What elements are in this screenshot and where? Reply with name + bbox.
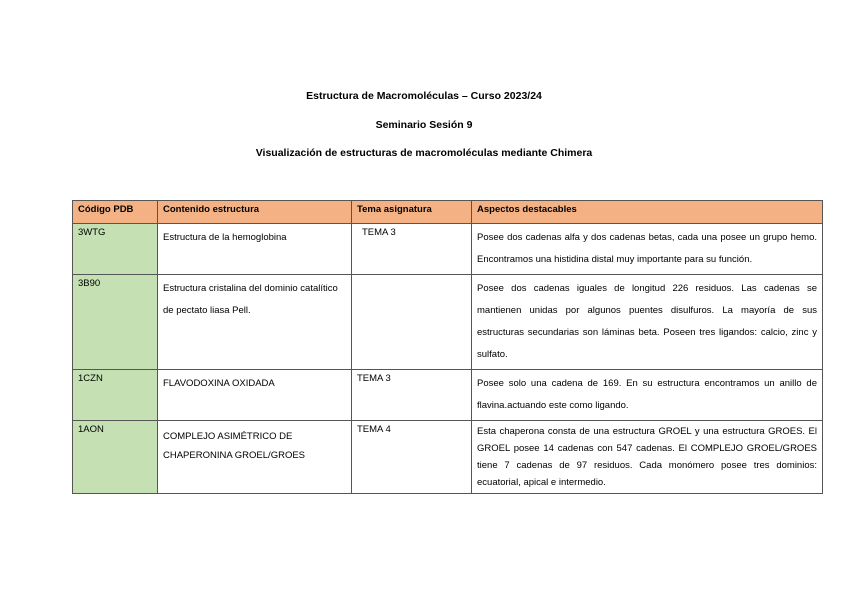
cell-aspects: Posee dos cadenas iguales de longitud 226 residuos. Las cadenas se mantienen unidas por algunos puentes disulfuros. La mayoría de sus estructuras secundarias son láminas beta. Poseen tres ligandos: calcio, zinc y sulfato. (472, 275, 823, 370)
document-title: Estructura de Macromoléculas – Curso 2023/24 (306, 90, 542, 102)
cell-content: FLAVODOXINA OXIDADA (158, 370, 352, 421)
cell-aspects: Esta chaperona consta de una estructura GROEL y una estructura GROES. El GROEL posee 14 cadenas con 547 cadenas. El COMPLEJO GROEL/GROES tiene 7 cadenas de 97 residuos. Cada monómero posee tres dominios: ecuatorial, apical e intermedio. (472, 421, 823, 494)
table-row (73, 370, 823, 421)
cell-content: Estructura cristalina del dominio catalítico de pectato liasa Pell. (158, 275, 352, 370)
header-contenido-estructura: Contenido estructura (158, 201, 352, 224)
header-tema-asignatura: Tema asignatura (352, 201, 472, 224)
document-topic: Visualización de estructuras de macromoléculas mediante Chimera (255, 147, 593, 159)
cell-tema (352, 275, 472, 370)
cell-aspects: Posee dos cadenas alfa y dos cadenas betas, cada una posee un grupo hemo. Encontramos una histidina distal muy importante para su función. (472, 224, 823, 275)
cell-aspects: Posee solo una cadena de 169. En su estructura encontramos un anillo de flavina.actuando este como ligando. (472, 370, 823, 421)
document-subtitle: Seminario Sesión 9 (375, 119, 473, 131)
table-header-row (73, 201, 823, 224)
cell-code: 3B90 (73, 275, 158, 370)
cell-tema: TEMA 4 (352, 421, 472, 494)
pdb-structures-table (72, 200, 823, 494)
cell-tema: TEMA 3 (352, 370, 472, 421)
table-row (73, 421, 823, 494)
table-row (73, 224, 823, 275)
cell-tema: TEMA 3 (352, 224, 472, 275)
table-row (73, 275, 823, 370)
cell-content: Estructura de la hemoglobina (158, 224, 352, 275)
header-aspectos-destacables: Aspectos destacables (472, 201, 823, 224)
cell-code: 1AON (73, 421, 158, 494)
cell-code: 1CZN (73, 370, 158, 421)
header-codigo-pdb: Código PDB (73, 201, 158, 224)
cell-content: COMPLEJO ASIMÉTRICO DE CHAPERONINA GROEL/GROES (158, 421, 352, 494)
cell-code: 3WTG (73, 224, 158, 275)
